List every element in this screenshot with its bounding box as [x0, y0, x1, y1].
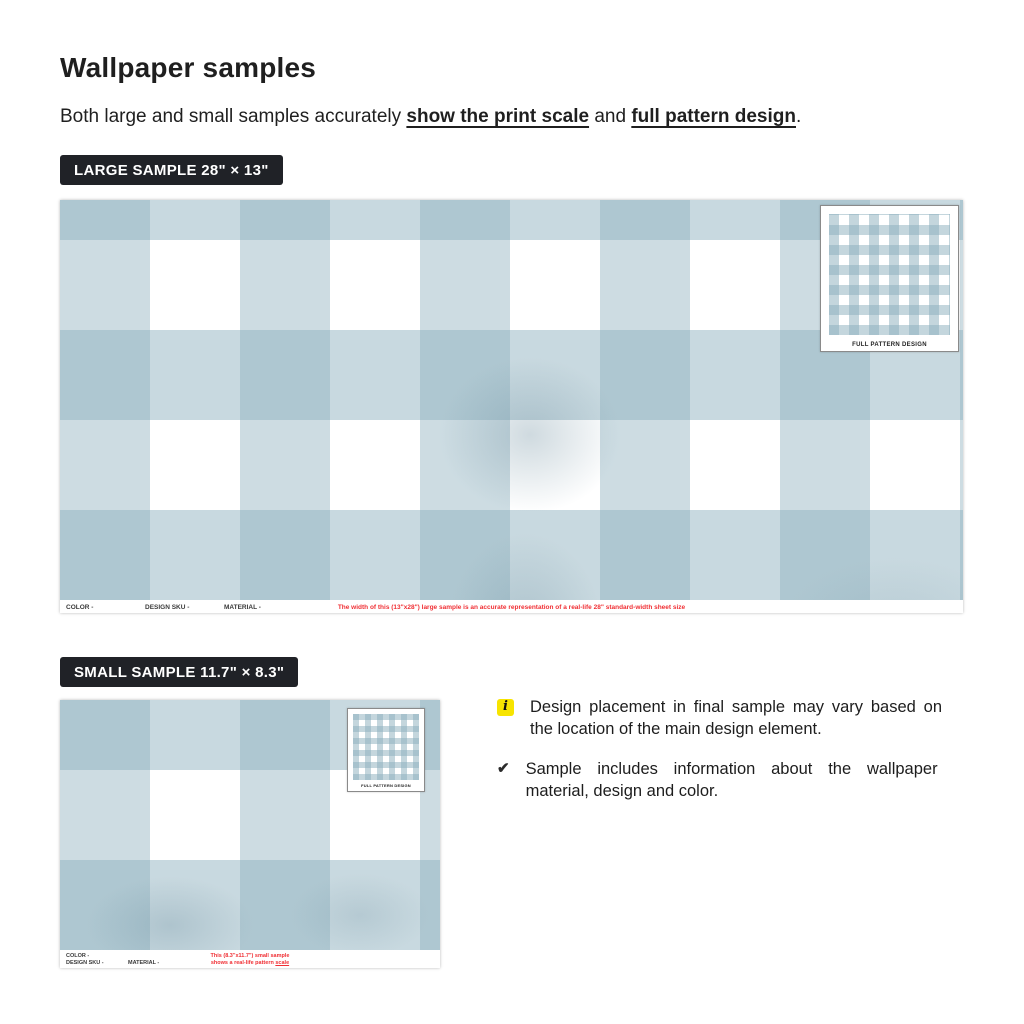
- subtitle-suffix: .: [796, 106, 802, 127]
- small-note-scale-word: scale: [275, 960, 290, 966]
- note-design-placement: [497, 697, 942, 740]
- info-icon: i: [497, 699, 514, 716]
- subtitle-emphasis-print-scale: show the print scale: [406, 106, 590, 127]
- large-info-material-label: MATERIAL -: [224, 604, 261, 611]
- subtitle-mid: and: [589, 106, 632, 127]
- inset-gingham-thumbnail: [353, 714, 419, 780]
- inset-gingham-thumbnail: [829, 214, 950, 335]
- large-sample-image: [60, 200, 963, 613]
- large-info-color-label: COLOR -: [66, 604, 94, 611]
- subtitle-emphasis-pattern-design: full pattern design: [631, 106, 796, 127]
- large-info-sku-label: DESIGN SKU -: [145, 604, 190, 611]
- small-sample-scale-note: [60, 953, 440, 967]
- small-sample-full-pattern-inset: [347, 708, 425, 792]
- inset-label: FULL PATTERN DESIGN: [852, 342, 927, 348]
- small-sample-info-strip: [60, 950, 440, 968]
- check-icon: ✔: [497, 760, 510, 777]
- small-info-sku-label: DESIGN SKU -: [66, 960, 104, 966]
- note-sample-information-text: Sample includes information about the wallpaper material, design and color.: [525, 760, 938, 800]
- small-sample-gingham-pattern: [60, 700, 440, 950]
- large-sample-gingham-pattern: [60, 200, 963, 600]
- page-subtitle: [60, 106, 801, 128]
- subtitle-prefix: Both large and small samples accurately: [60, 106, 407, 127]
- inset-label: FULL PATTERN DESIGN: [361, 783, 411, 788]
- note-sample-information: [497, 759, 938, 802]
- large-sample-info-strip: [60, 600, 963, 613]
- small-info-color-label: COLOR -: [66, 953, 90, 959]
- note-design-placement-text: Design placement in final sample may vary based on the location of the main design element.: [530, 698, 942, 738]
- large-sample-scale-note: The width of this (13"x28") large sample is an accurate representation of a real-life 28" standard-width sheet size: [337, 604, 686, 611]
- page-title: Wallpaper samples: [60, 52, 317, 83]
- small-info-material-label: MATERIAL -: [128, 960, 160, 966]
- small-sample-badge: SMALL SAMPLE 11.7" × 8.3": [60, 657, 298, 687]
- large-sample-full-pattern-inset: [820, 205, 959, 352]
- small-sample-image: [60, 700, 440, 968]
- small-note-line1: This (8.3"x11.7") small sample: [210, 953, 290, 959]
- large-sample-badge: LARGE SAMPLE 28" × 13": [60, 155, 283, 185]
- small-note-line2: shows a real-life pattern: [210, 960, 276, 966]
